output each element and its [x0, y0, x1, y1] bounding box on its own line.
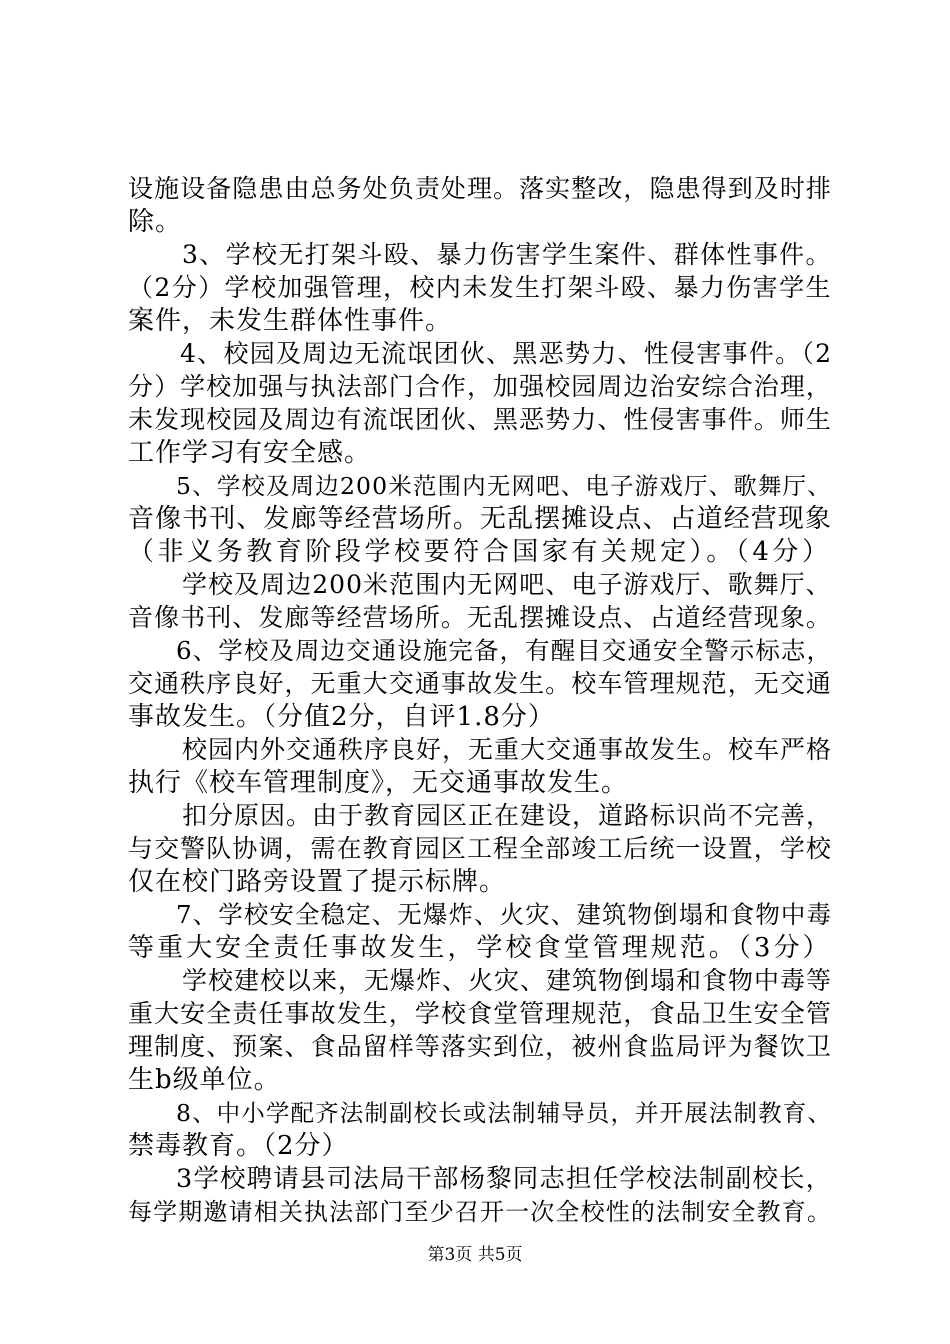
text-line: 设施设备隐患由总务处负责处理。落实整改，隐患得到及时排 [128, 174, 833, 203]
text-line: 每学期邀请相关执法部门至少召开一次全校性的法制安全教育。 [128, 1198, 832, 1226]
text-line: 与交警队协调，需在教育园区工程全部竣工后统一设置，学校 [128, 834, 833, 863]
text-line: 分）学校加强与执法部门合作，加强校园周边治安综合治理， [128, 372, 833, 401]
text-line: 8、中小学配齐法制副校长或法制辅导员，并开展法制教育、 [176, 1099, 832, 1127]
text-line: 重大安全责任事故发生，学校食堂管理规范，食品卫生安全管 [128, 999, 833, 1028]
text-line: 5、学校及周边200米范围内无网吧、电子游戏厅、歌舞厅、 [176, 472, 832, 500]
text-line: 事故发生。（分值2分，自评1.8分） [128, 702, 555, 732]
text-line: 学校建校以来，无爆炸、火灾、建筑物倒塌和食物中毒等 [182, 966, 833, 995]
text-line: 扣分原因。由于教育园区正在建设，道路标识尚不完善， [182, 801, 833, 830]
text-line: 工作学习有安全感。 [128, 438, 372, 468]
text-line: 未发现校园及周边有流氓团伙、黑恶势力、性侵害事件。师生 [128, 405, 833, 434]
text-line: 音像书刊、发廊等经营场所。无乱摆摊设点、占道经营现象 [128, 504, 833, 534]
text-line: （2分）学校加强管理，校内未发生打架斗殴、暴力伤害学生 [128, 273, 832, 302]
text-line: 案件，未发生群体性事件。 [128, 306, 453, 336]
text-line: 4、校园及周边无流氓团伙、黑恶势力、性侵害事件。（2 [180, 339, 833, 368]
text-line: （非义务教育阶段学校要符合国家有关规定）。（4分） [128, 537, 832, 567]
text-line: 等重大安全责任事故发生，学校食堂管理规范。（3分） [128, 933, 832, 963]
text-line: 生b级单位。 [128, 1065, 281, 1095]
text-line: 3学校聘请县司法局干部杨黎同志担任学校法制副校长， [176, 1164, 833, 1194]
text-line: 理制度、预案、食品留样等落实到位，被州食监局评为餐饮卫 [128, 1032, 833, 1061]
text-line: 交通秩序良好，无重大交通事故发生。校车管理规范，无交通 [128, 669, 833, 698]
text-line: 禁毒教育。（2分） [128, 1131, 349, 1161]
text-line: 音像书刊、发廊等经营场所。无乱摆摊设点、占道经营现象。 [128, 603, 833, 632]
text-line: 7、学校安全稳定、无爆炸、火灾、建筑物倒塌和食物中毒 [176, 900, 833, 929]
text-line: 3、学校无打架斗殴、暴力伤害学生案件、群体性事件。 [182, 240, 832, 269]
text-line: 校园内外交通秩序良好，无重大交通事故发生。校车严格 [182, 735, 833, 764]
text-line: 除。 [128, 207, 183, 237]
text-line: 学校及周边200米范围内无网吧、电子游戏厅、歌舞厅、 [182, 570, 832, 599]
text-line: 执行《校车管理制度》，无交通事故发生。 [128, 768, 629, 798]
text-line: 6、学校及周边交通设施完备，有醒目交通安全警示标志， [176, 636, 833, 665]
page-number: 第3页 共5页 [427, 1245, 523, 1265]
text-line: 仅在校门路旁设置了提示标牌。 [128, 867, 507, 897]
